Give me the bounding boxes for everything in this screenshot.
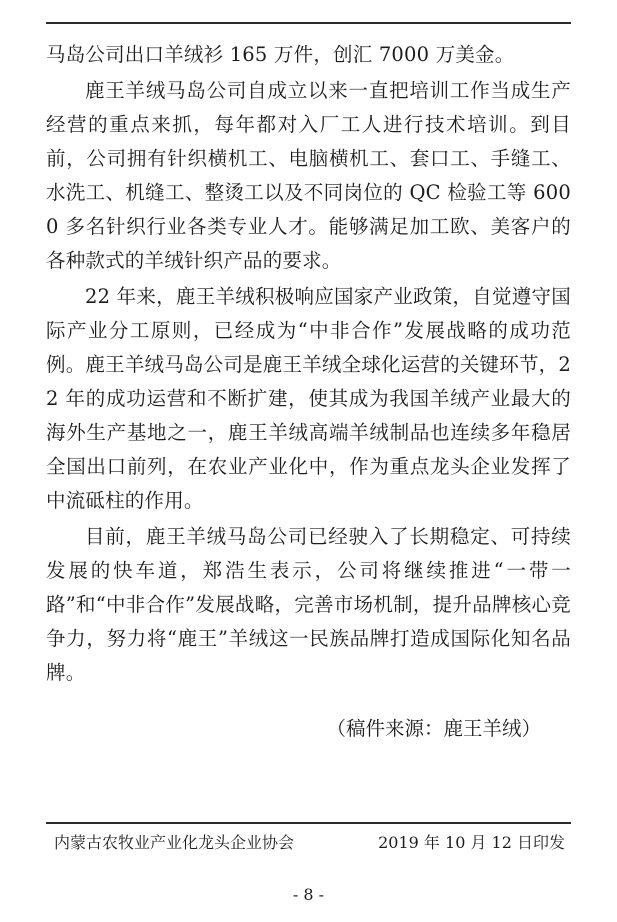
source-note: （稿件来源：鹿王羊绒） bbox=[326, 717, 541, 740]
paragraph-4: 目前，鹿王羊绒马岛公司已经驶入了长期稳定、可持续发展的快车道，郑浩生表示，公司将继续推进“一带一路”和“中非合作”发展战略，完善市场机制，提升品牌核心竞争力，努力将“鹿王”羊绒这一民族品牌打造成国际化知名品牌。 bbox=[46, 525, 571, 684]
footer-date: 2019 年 10 月 12 日印发 bbox=[378, 833, 565, 852]
document-body bbox=[46, 38, 571, 690]
footer-organization: 内蒙古农牧业产业化龙头企业协会 bbox=[54, 833, 295, 852]
page-number: - 8 - bbox=[292, 885, 325, 904]
header-divider-rule bbox=[46, 22, 571, 24]
footer-row bbox=[46, 824, 571, 858]
paragraph-2: 鹿王羊绒马岛公司自成立以来一直把培训工作当成生产经营的重点来抓，每年都对入厂工人进行技术培训。到目前，公司拥有针织横机工、电脑横机工、套口工、手缝工、水洗工、机缝工、整烫工以及不同岗位的 QC 检验工等 6000 多名针织行业各类专业人才。能够满足加工欧、美客户的各种款式的羊绒针织产品的要求。 bbox=[46, 79, 571, 272]
paragraph-1: 马岛公司出口羊绒衫 165 万件，创汇 7000 万美金。 bbox=[46, 43, 515, 66]
page-footer bbox=[46, 822, 571, 858]
paragraph-3: 22 年来，鹿王羊绒积极响应国家产业政策，自觉遵守国际产业分工原则，已经成为“中非合作”发展战略的成功范例。鹿王羊绒马岛公司是鹿王羊绒全球化运营的关键环节，22 年的成功运营和不断扩建，使其成为我国羊绒产业最大的海外生产基地之一，鹿王羊绒高端羊绒制品也连续多年稳居全国出口前列，在农业产业化中，作为重点龙头企业发挥了中流砥柱的作用。 bbox=[46, 285, 571, 512]
